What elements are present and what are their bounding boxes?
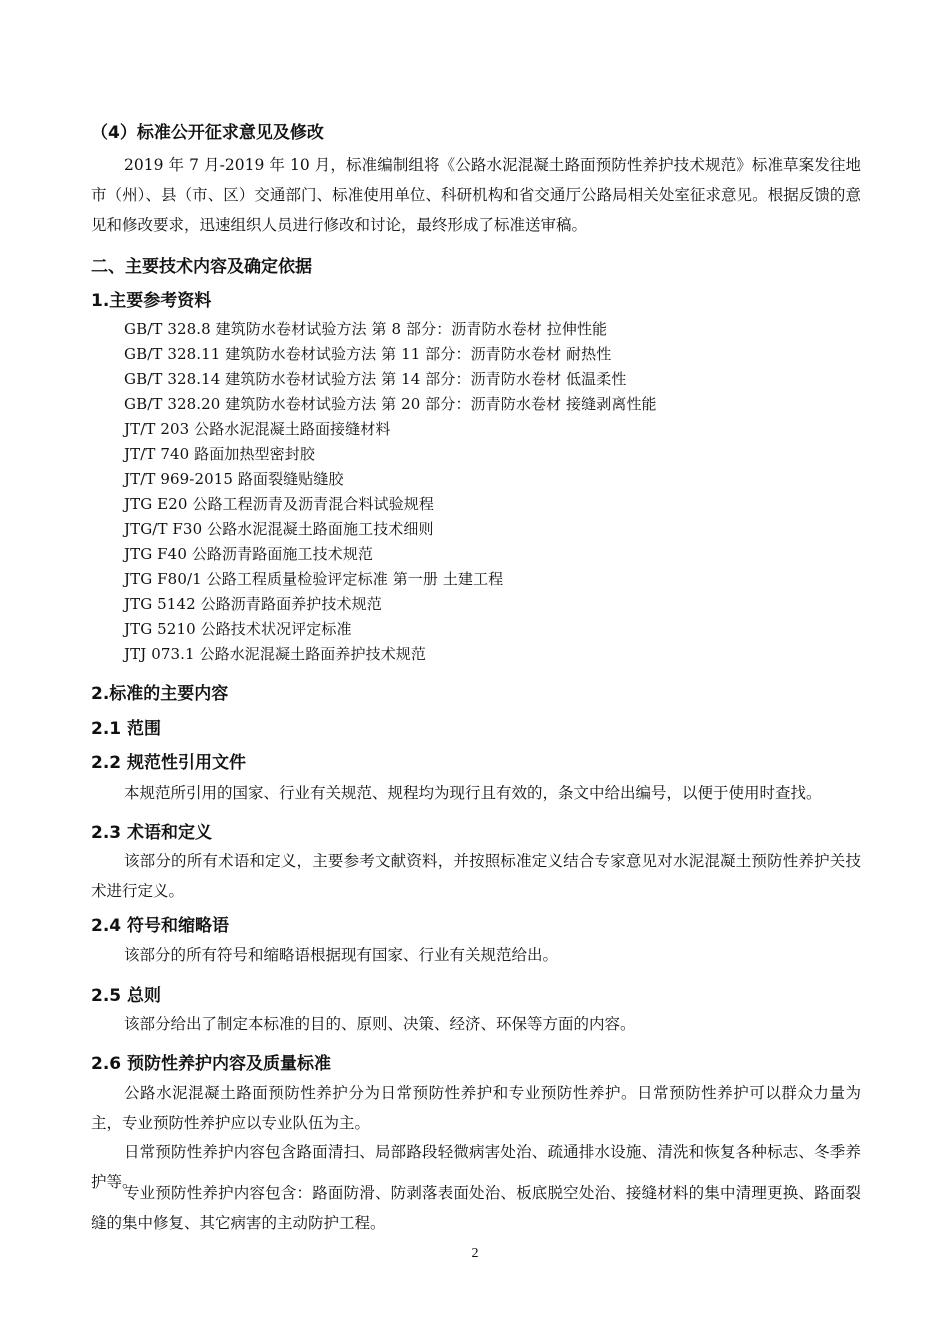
section-2-5-heading: 2.5 总则 bbox=[91, 986, 162, 1006]
page-number: 2 bbox=[471, 1246, 479, 1261]
reference-item: JTJ 073.1 公路水泥混凝土路面养护技术规范 bbox=[124, 645, 427, 663]
reference-item: GB/T 328.8 建筑防水卷材试验方法 第 8 部分：沥青防水卷材 拉伸性能 bbox=[124, 320, 608, 338]
section-2-2-text: 本规范所引用的国家、行业有关规范、规程均为现行且有效的，条文中给出编号，以便于使用时查找。 bbox=[124, 784, 822, 802]
part-2-heading: 二、主要技术内容及确定依据 bbox=[91, 257, 312, 277]
reference-item: JTG 5210 公路技术状况评定标准 bbox=[124, 620, 352, 638]
main-content-heading: 2.标准的主要内容 bbox=[91, 684, 229, 704]
reference-item: GB/T 328.20 建筑防水卷材试验方法 第 20 部分：沥青防水卷材 接缝剥离性能 bbox=[124, 395, 657, 413]
section-4-paragraph: 2019 年 7 月-2019 年 10 月，标准编制组将《公路水泥混凝土路面预防性养护技术规范》标准草案发往地市（州）、县（市、区）交通部门、标准使用单位、科研机构和省交通厅公路局相关处室征求意见。根据反馈的意见和修改要求，迅速组织人员进行修改和讨论，最终形成了标准送审稿。 bbox=[91, 156, 861, 234]
section-2-2-heading: 2.2 规范性引用文件 bbox=[91, 753, 247, 773]
section-2-6-paragraph-3: 专业预防性养护内容包含：路面防滑、防剥落表面处治、板底脱空处治、接缝材料的集中清理更换、路面裂缝的集中修复、其它病害的主动防护工程。 bbox=[91, 1184, 861, 1232]
section-2-4-text: 该部分的所有符号和缩略语根据现有国家、行业有关规范给出。 bbox=[124, 946, 559, 964]
reference-item: JTG/T F30 公路水泥混凝土路面施工技术细则 bbox=[124, 520, 434, 538]
section-2-3-heading: 2.3 术语和定义 bbox=[91, 823, 213, 843]
section-2-6-paragraph-2: 日常预防性养护内容包含路面清扫、局部路段轻微病害处治、疏通排水设施、清洗和恢复各种标志、冬季养护等。 bbox=[91, 1143, 861, 1191]
section-2-6-paragraph-1: 公路水泥混凝土路面预防性养护分为日常预防性养护和专业预防性养护。日常预防性养护可以群众力量为主，专业预防性养护应以专业队伍为主。 bbox=[91, 1084, 861, 1132]
section-2-3-text: 该部分的所有术语和定义，主要参考文献资料，并按照标准定义结合专家意见对水泥混凝土预防性养护关技术进行定义。 bbox=[91, 852, 861, 900]
reference-item: JT/T 969-2015 路面裂缝贴缝胶 bbox=[124, 470, 344, 488]
section-2-4-heading: 2.4 符号和缩略语 bbox=[91, 916, 230, 936]
reference-item: JTG 5142 公路沥青路面养护技术规范 bbox=[124, 595, 382, 613]
references-heading: 1.主要参考资料 bbox=[91, 291, 212, 311]
reference-list bbox=[124, 317, 657, 667]
reference-item: JTG F40 公路沥青路面施工技术规范 bbox=[124, 545, 374, 563]
reference-item: GB/T 328.14 建筑防水卷材试验方法 第 14 部分：沥青防水卷材 低温柔性 bbox=[124, 370, 627, 388]
reference-item: GB/T 328.11 建筑防水卷材试验方法 第 11 部分：沥青防水卷材 耐热性 bbox=[124, 345, 612, 363]
reference-item: JTG E20 公路工程沥青及沥青混合料试验规程 bbox=[124, 495, 434, 513]
reference-item: JTG F80/1 公路工程质量检验评定标准 第一册 土建工程 bbox=[124, 570, 504, 588]
section-2-5-text: 该部分给出了制定本标准的目的、原则、决策、经济、环保等方面的内容。 bbox=[124, 1015, 636, 1033]
section-2-6-heading: 2.6 预防性养护内容及质量标准 bbox=[91, 1054, 332, 1074]
reference-item: JT/T 740 路面加热型密封胶 bbox=[124, 445, 315, 463]
section-4-heading: （4）标准公开征求意见及修改 bbox=[91, 123, 324, 143]
reference-item: JT/T 203 公路水泥混凝土路面接缝材料 bbox=[124, 420, 391, 438]
section-2-1-heading: 2.1 范围 bbox=[91, 719, 162, 739]
